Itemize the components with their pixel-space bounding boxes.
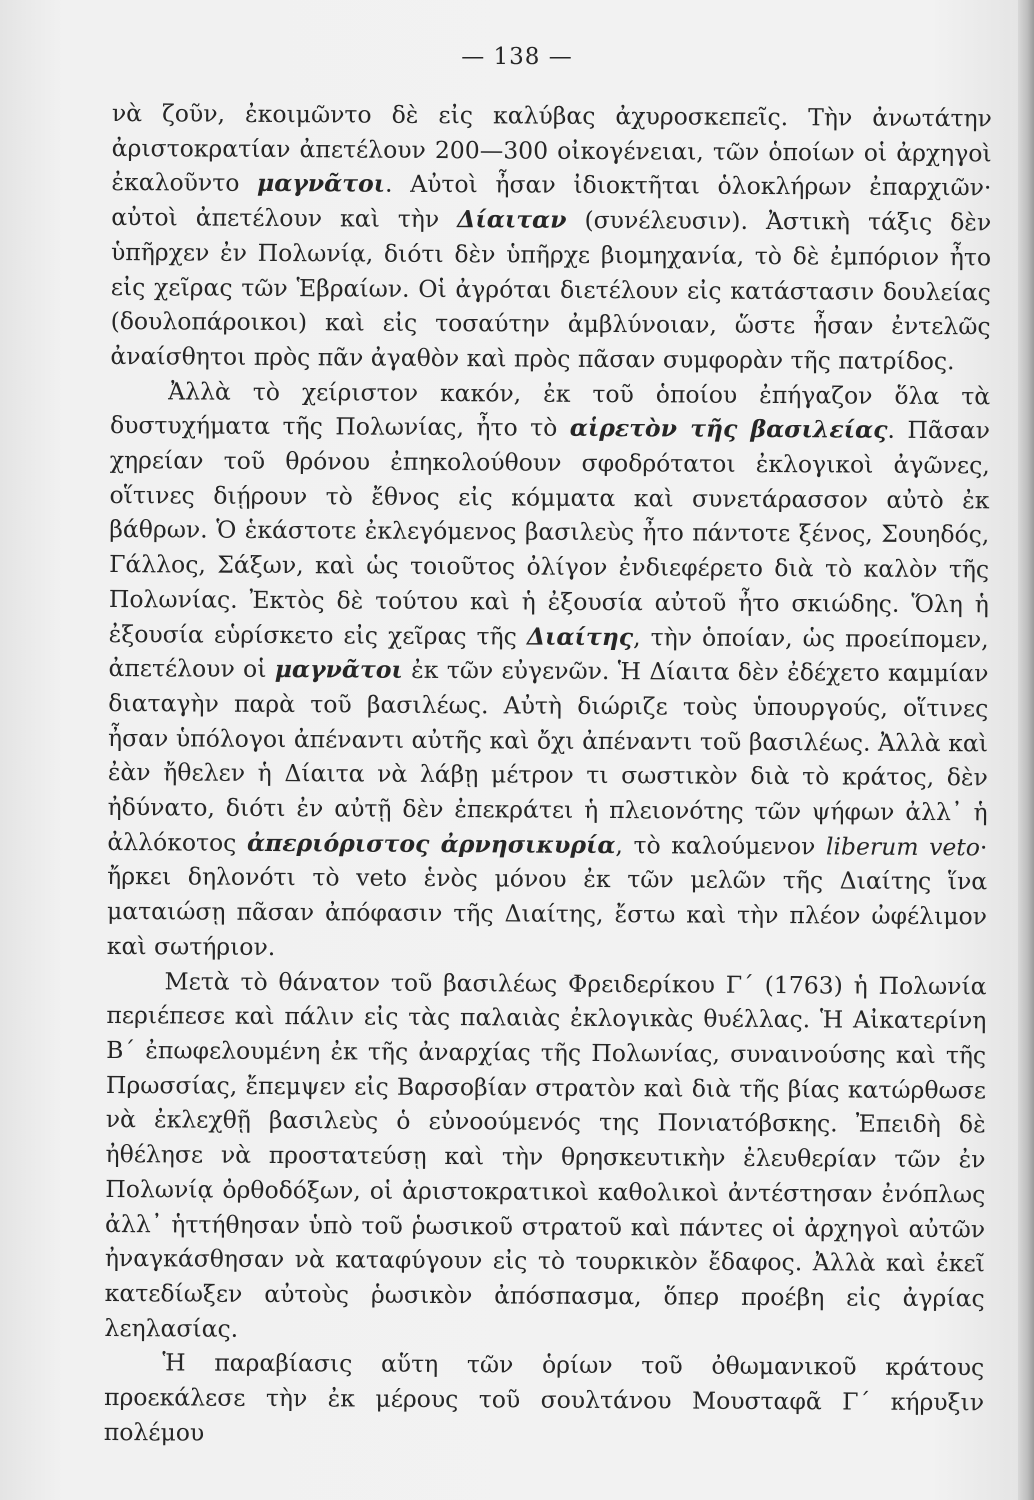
text-span: · ἤρκει δηλονότι τὸ veto ἑνὸς μόνου ἐκ τῶν μελῶν τῆς Διαίτης ἵνα ματαιώσῃ πᾶσαν ἀπόφασιν τῆς Διαίτης, ἔστω καὶ τὴν πλέον ὠφέλιμον καὶ σωτήριον. [106, 833, 988, 961]
text-span: Μετὰ τὸ θάνατον τοῦ βασιλέως Φρειδερίκου Γ΄ (1763) ἡ Πολωνία περιέπεσε καὶ πάλιν εἰς τὰς παλαιὰς ἐκλογικὰς θυέλλας. Ἡ Αἰκατερίνη Β΄ ἐπωφελουμένη ἐκ τῆς ἀναρχίας τῆς Πολωνίας, συναινούσης καὶ τῆς Πρωσσίας, ἔπεμψεν εἰς Βαρσοβίαν στρατὸν καὶ διὰ τῆς βίας κατώρθωσε νὰ ἐκλεχθῇ βασιλεὺς ὁ εὐνοούμενός της Πονιατόβσκης. Ἐπειδὴ δὲ ἠθέλησε νὰ προστατεύσῃ καὶ τὴν θρησκευτικὴν ἐλευθερίαν τῶν ἐν Πολωνίᾳ ὀρθοδόξων, οἱ ἀριστοκρατικοὶ καθολικοὶ ἀντέστησαν ἐνόπλως ἀλλ᾽ ἡττήθησαν ὑπὸ τοῦ ῥωσικοῦ στρατοῦ καὶ πάντες οἱ ἀρχηγοὶ αὐτῶν ἠναγκάσθησαν νὰ καταφύγουν εἰς τὸ τουρκικὸν ἔδαφος. Ἀλλὰ καὶ ἐκεῖ κατεδίωξεν αὐτοὺς ῥωσικὸν ἀπόσπασμα, ὅπερ προέβη εἰς ἀγρίας λεηλασίας. [104, 966, 987, 1343]
text-span: . Πᾶσαν χηρείαν τοῦ θρόνου ἐπηκολούθουν σφοδρότατοι ἐκλογικοὶ ἀγῶνες, οἵτινες διῄρουν τὸ ἔθνος εἰς κόμματα καὶ συνετάρασσον αὐτὸ ἐκ βάθρων. Ὁ ἑκάστοτε ἐκλεγόμενος βασιλεὺς ἦτο πάντοτε ξένος, Σουηδός, Γάλλος, Σάξων, καὶ ὡς τοιοῦτος ὀλίγον ἐνδιεφέρετο διὰ τὸ καλὸν τῆς Πολωνίας. Ἐκτὸς δὲ τούτου καὶ ἡ ἐξουσία αὐτοῦ ἦτο σκιώδης. Ὅλη ἡ ἐξουσία εὑρίσκετο εἰς χεῖρας τῆς [108, 416, 991, 651]
paragraph-4 [104, 1345, 985, 1454]
page-edge [1018, 0, 1034, 1500]
emphasis-term: μαγνᾶτοι [256, 169, 386, 199]
text-span: Ἀλλὰ τὸ χείριστον κακόν, ἐκ τοῦ ὁποίου ἐπήγαζον ὅλα τὰ δυστυχήματα τῆς Πολωνίας, ἦτο τὸ [109, 376, 991, 443]
text-span: . Αὐτοὶ ἦσαν ἰδιοκτῆται ὁλοκλήρων ἐπαρχιῶν· αὐτοὶ ἀπετέλουν καὶ τὴν [111, 170, 992, 234]
text-span: νὰ ζοῦν, ἐκοιμῶντο δὲ εἰς καλύβας ἀχυροσκεπεῖς. Τὴν ἀνωτάτην ἀριστοκρατίαν ἀπετέλουν 200—300 οἰκογένειαι, τῶν ὁποίων οἱ ἀρχηγοὶ ἐκαλοῦντο [111, 98, 992, 198]
emphasis-term: μαγνᾶτοι [274, 655, 403, 685]
page-number: — 138 — [461, 44, 573, 70]
emphasis-term: αἱρετὸν τῆς βασιλείας [569, 414, 888, 445]
paragraph-1 [110, 96, 992, 379]
latin-term: liberum veto [825, 832, 981, 862]
emphasis-term: Δίαιταν [457, 205, 567, 234]
paragraph-3 [104, 964, 986, 1351]
emphasis-term: Διαίτης [526, 622, 634, 651]
emphasis-term: ἀπεριόριστος ἀρνησικυρία [246, 828, 616, 859]
text-span: ἐκ τῶν εὐγενῶν. Ἡ Δίαιτα δὲν ἐδέχετο καμμίαν διαταγὴν παρὰ τοῦ βασιλέως. Αὐτὴ διώριζε τοὺς ὑπουργούς, οἵτινες ἦσαν ὑπόλογοι ἀπέναντι αὐτῆς καὶ ὄχι ἀπέναντι τοῦ βασιλέως. Ἀλλὰ καὶ ἐὰν ἤθελεν ἡ Δίαιτα νὰ λάβῃ μέτρον τι σωστικὸν διὰ τὸ κράτος, δὲν ἠδύνατο, διότι ἐν αὐτῇ δὲν ἐπεκράτει ἡ πλειονότης τῶν ψήφων ἀλλ᾽ ἡ ἀλλόκοτος [107, 656, 989, 857]
text-span: , τὸ καλούμενον [615, 830, 827, 861]
body-text [104, 96, 992, 1455]
text-span: (συνέλευσιν). Ἀστικὴ τάξις δὲν ὑπῆρχεν ἐν Πολωνίᾳ, διότι δὲν ὑπῆρχε βιομηχανία, τὸ δὲ ἐμπόριον ἦτο εἰς χεῖρας τῶν Ἑβραίων. Οἱ ἀγρόται διετέλουν εἰς κατάστασιν δουλείας (δουλοπάροικοι) καὶ εἰς τοσαύτην ἀμβλύνοιαν, ὥστε ἦσαν ἐντελῶς ἀναίσθητοι πρὸς πᾶν ἀγαθὸν καὶ πρὸς πᾶσαν συμφορὰν τῆς πατρίδος. [110, 205, 992, 376]
text-span: , τὴν ὁποίαν, ὡς προείπομεν, ἀπετέλουν οἱ [108, 622, 989, 684]
paragraph-2 [107, 374, 991, 969]
text-span: Ἡ παραβίασις αὕτη τῶν ὁρίων τοῦ ὀθωμανικοῦ κράτους προεκάλεσε τὴν ἐκ μέρους τοῦ σουλτάνου Μουσταφᾶ Γ΄ κήρυξιν πολέμου [103, 1348, 985, 1447]
